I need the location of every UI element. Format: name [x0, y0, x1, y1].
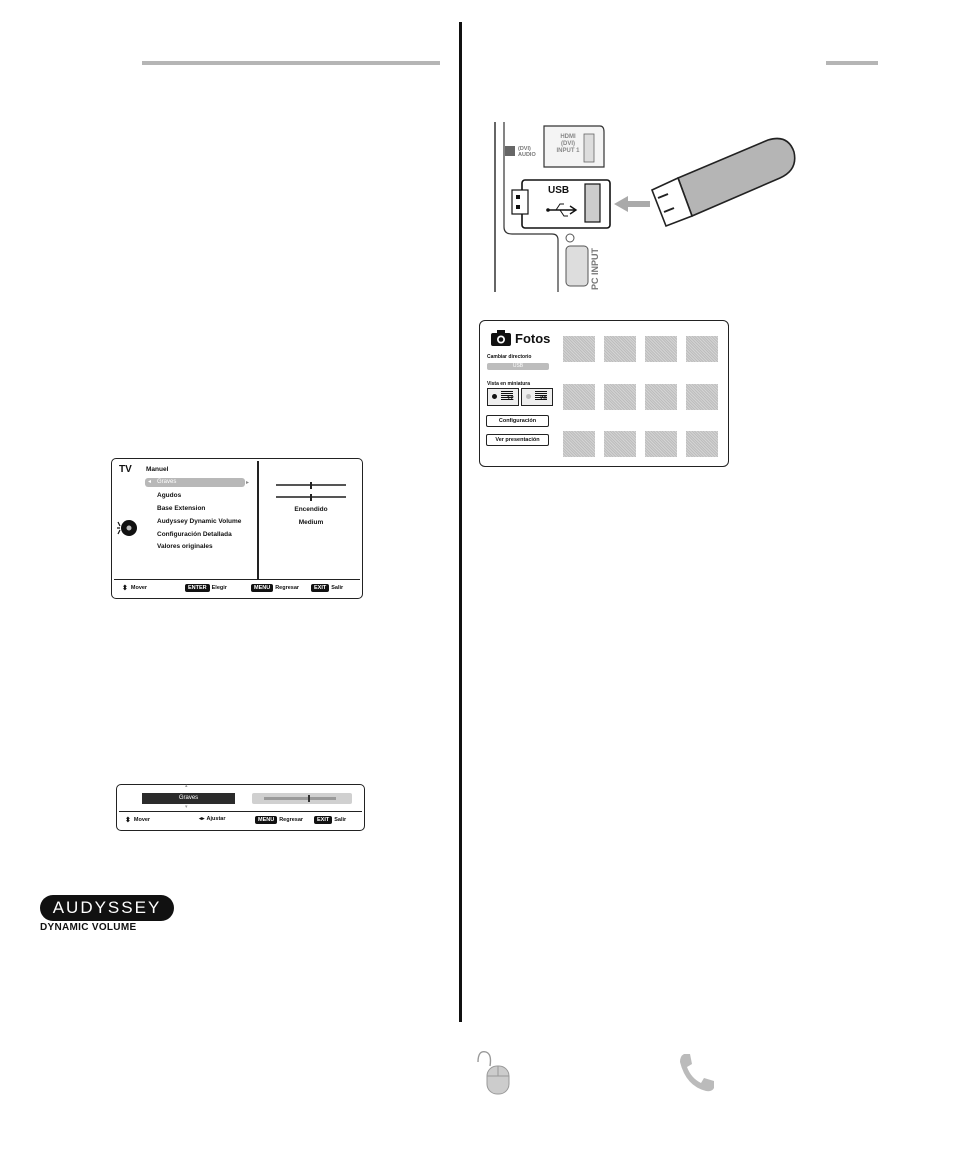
- menu-item-audyssey[interactable]: Audyssey Dynamic Volume: [157, 518, 242, 525]
- menu-item-valores-originales[interactable]: Valores originales: [157, 543, 213, 550]
- radio-unselected-icon: [526, 394, 531, 399]
- menu-title: Manuel: [146, 466, 169, 473]
- up-down-arrows-icon: ⬍: [122, 585, 128, 592]
- footer-adjust: [199, 816, 225, 822]
- speaker-icon: [116, 517, 138, 539]
- up-arrow-icon: ▴: [185, 783, 188, 789]
- graves-adjust-slider[interactable]: [252, 793, 352, 804]
- footer-divider: [114, 579, 360, 580]
- enter-key: ENTER: [185, 584, 210, 592]
- fotos-panel: [479, 320, 729, 467]
- photo-thumbnail[interactable]: [645, 384, 677, 410]
- radio-selected-icon: [492, 394, 497, 399]
- footer-menu: [255, 816, 303, 824]
- phone-icon: [676, 1050, 716, 1094]
- photo-thumbnail[interactable]: [686, 336, 718, 362]
- footer-adjust-label: Ajustar: [206, 816, 226, 822]
- fotos-title: Fotos: [515, 331, 551, 346]
- exit-key: EXIT: [311, 584, 329, 592]
- dvi-audio-label: (DVI) AUDIO: [518, 146, 536, 158]
- left-header-rule: [142, 61, 440, 65]
- menu-column-divider: [257, 461, 259, 579]
- photo-thumbnail[interactable]: [563, 384, 595, 410]
- photo-thumbnail[interactable]: [686, 431, 718, 457]
- menu-item-configuracion-detallada[interactable]: Configuración Detallada: [157, 531, 232, 538]
- audyssey-value: Medium: [298, 519, 324, 526]
- footer-menu-label: Regresar: [275, 585, 300, 591]
- thumbnail-view-label: Vista en miniatura: [487, 381, 530, 387]
- photo-thumbnail[interactable]: [604, 384, 636, 410]
- photo-thumbnail[interactable]: [645, 431, 677, 457]
- change-directory-value[interactable]: USB: [487, 363, 549, 370]
- footer-menu: [251, 584, 299, 592]
- left-arrow-icon: ◂: [148, 479, 152, 485]
- menu-key: MENU: [251, 584, 273, 592]
- right-arrow-icon: ▸: [246, 480, 250, 486]
- menu-key: MENU: [255, 816, 277, 824]
- mouse-icon: [474, 1048, 514, 1096]
- thumbnail-20-button[interactable]: [521, 388, 553, 406]
- footer-divider: [119, 811, 362, 812]
- tv-sound-menu: [111, 458, 363, 599]
- pc-input-label: PC INPUT: [590, 248, 600, 291]
- photo-thumbnail[interactable]: [686, 384, 718, 410]
- usb-stick-icon: [648, 128, 798, 228]
- base-extension-value: Encendido: [294, 506, 328, 513]
- thumbnail-12-label: 12: [507, 396, 514, 402]
- insert-arrow-icon: [612, 193, 652, 215]
- menu-item-base-extension[interactable]: Base Extension: [157, 505, 206, 512]
- footer-menu-label: Regresar: [279, 817, 304, 823]
- footer-exit: [314, 816, 346, 824]
- right-header-rule: [826, 61, 878, 65]
- camera-icon: [491, 330, 511, 346]
- tv-label: TV: [119, 464, 132, 475]
- audyssey-logo: AUDYSSEY: [40, 895, 174, 921]
- footer-exit-label: Salir: [334, 817, 347, 823]
- audyssey-logo-subtitle: DYNAMIC VOLUME: [40, 922, 137, 933]
- slider-knob[interactable]: [310, 482, 312, 489]
- slider-knob[interactable]: [308, 795, 310, 802]
- footer-move-label: Mover: [130, 585, 148, 591]
- column-divider: [459, 22, 462, 1022]
- tv-connector-panel: [492, 122, 614, 292]
- configuracion-button[interactable]: Configuración: [486, 415, 549, 427]
- menu-item-graves[interactable]: Graves: [145, 478, 245, 487]
- footer-exit-label: Salir: [331, 585, 344, 591]
- hdmi-label: HDMI (DVI) INPUT 1: [556, 134, 580, 154]
- down-arrow-icon: ▾: [185, 804, 188, 810]
- footer-move: [122, 584, 147, 592]
- agudos-slider[interactable]: [276, 496, 346, 498]
- graves-slider[interactable]: [276, 484, 346, 486]
- graves-adjust-bar: [116, 784, 365, 831]
- photo-thumbnail[interactable]: [563, 431, 595, 457]
- thumbnail-20-label: 20: [540, 396, 547, 402]
- graves-label: Graves: [142, 793, 235, 804]
- footer-enter-label: Elegir: [211, 585, 227, 591]
- footer-move: [125, 816, 150, 824]
- footer-exit: [311, 584, 343, 592]
- footer-move-label: Mover: [133, 817, 151, 823]
- left-right-arrows-icon: ◂▸: [199, 816, 205, 822]
- change-directory-label: Cambiar directorio: [487, 354, 532, 360]
- footer-enter: [185, 584, 227, 592]
- thumbnail-12-button[interactable]: [487, 388, 519, 406]
- photo-thumbnail[interactable]: [604, 431, 636, 457]
- photo-thumbnail[interactable]: [563, 336, 595, 362]
- menu-item-agudos[interactable]: Agudos: [157, 492, 182, 499]
- exit-key: EXIT: [314, 816, 332, 824]
- slider-fill: [264, 797, 336, 800]
- up-down-arrows-icon: ⬍: [125, 817, 131, 824]
- usb-port-label: USB: [548, 185, 570, 196]
- photo-thumbnail[interactable]: [645, 336, 677, 362]
- photo-thumbnail[interactable]: [604, 336, 636, 362]
- ver-presentacion-button[interactable]: Ver presentación: [486, 434, 549, 446]
- slider-knob[interactable]: [310, 494, 312, 501]
